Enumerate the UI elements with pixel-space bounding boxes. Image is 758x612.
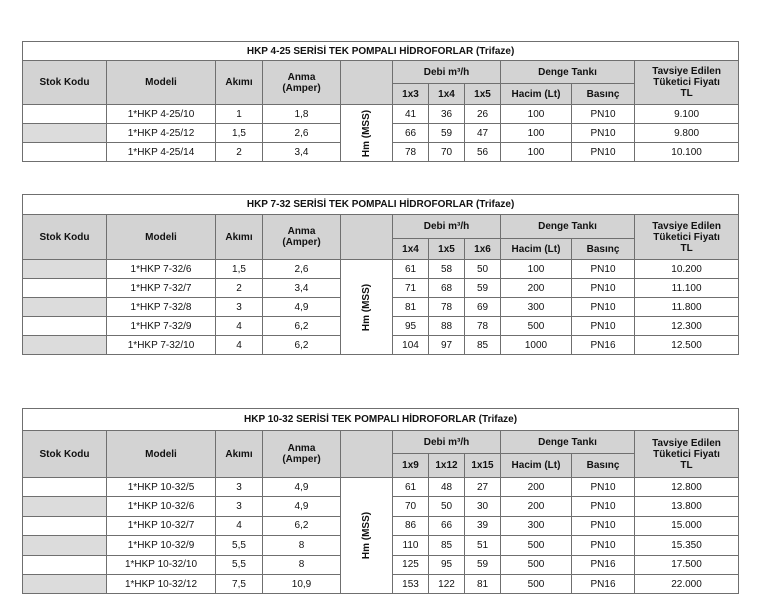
header-flow: Debi m³/h — [393, 61, 501, 84]
cell-flow-3: 47 — [465, 124, 501, 143]
cell-model: 1*HKP 10-32/7 — [107, 516, 216, 535]
header-price-line: Tüketici Fiyatı — [653, 231, 720, 243]
cell-model: 1*HKP 4-25/14 — [107, 143, 216, 162]
cell-flow-2: 88 — [429, 317, 465, 336]
cell-model: 1*HKP 7-32/8 — [107, 298, 216, 317]
cell-rated: 8 — [263, 536, 341, 555]
header-flow-col: 1x9 — [393, 454, 429, 478]
cell-flow-3: 85 — [465, 336, 501, 355]
header-price-line: TL — [680, 242, 693, 254]
cell-rated: 6,2 — [263, 516, 341, 535]
cell-model: 1*HKP 10-32/9 — [107, 536, 216, 555]
header-price-line: TL — [680, 459, 693, 471]
cell-current: 3 — [216, 298, 263, 317]
cell-flow-1: 61 — [393, 260, 429, 279]
cell-price: 15.000 — [635, 516, 739, 535]
cell-price: 12.500 — [635, 336, 739, 355]
cell-flow-1: 70 — [393, 497, 429, 516]
cell-stock-code — [23, 279, 107, 298]
header-pressure: Basınç — [572, 239, 635, 260]
cell-current: 7,5 — [216, 574, 263, 593]
cell-rated: 4,9 — [263, 298, 341, 317]
cell-model: 1*HKP 4-25/12 — [107, 124, 216, 143]
cell-flow-2: 97 — [429, 336, 465, 355]
cell-model: 1*HKP 4-25/10 — [107, 105, 216, 124]
cell-rated: 3,4 — [263, 143, 341, 162]
cell-model: 1*HKP 10-32/10 — [107, 555, 216, 574]
header-flow-col: 1x15 — [465, 454, 501, 478]
cell-rated: 2,6 — [263, 124, 341, 143]
cell-flow-2: 122 — [429, 574, 465, 593]
cell-model: 1*HKP 10-32/12 — [107, 574, 216, 593]
cell-current: 2 — [216, 143, 263, 162]
header-price-line: Tüketici Fiyatı — [653, 448, 720, 460]
cell-current: 4 — [216, 516, 263, 535]
cell-flow-1: 95 — [393, 317, 429, 336]
header-price-line: Tavsiye Edilen — [652, 437, 721, 449]
cell-flow-3: 59 — [465, 279, 501, 298]
cell-price: 11.800 — [635, 298, 739, 317]
header-flow-col: 1x4 — [393, 239, 429, 260]
cell-flow-1: 110 — [393, 536, 429, 555]
header-stock-code: Stok Kodu — [23, 61, 107, 105]
cell-rated: 8 — [263, 555, 341, 574]
cell-model: 1*HKP 10-32/6 — [107, 497, 216, 516]
cell-flow-2: 70 — [429, 143, 465, 162]
header-rated-current — [263, 215, 341, 260]
header-pressure: Basınç — [572, 454, 635, 478]
header-rated-current — [263, 431, 341, 478]
header-rated-current — [263, 61, 341, 105]
header-price — [635, 61, 739, 105]
header-stock-code: Stok Kodu — [23, 431, 107, 478]
cell-current: 1,5 — [216, 260, 263, 279]
cell-price: 10.200 — [635, 260, 739, 279]
header-rated-current-line: Anma — [287, 226, 316, 237]
cell-pressure: PN10 — [572, 124, 635, 143]
cell-stock-code — [23, 555, 107, 574]
header-tank: Denge Tankı — [501, 215, 635, 239]
price-table — [22, 194, 739, 355]
price-table — [22, 41, 739, 162]
header-rated-current-line: (Amper) — [282, 237, 321, 248]
cell-flow-1: 86 — [393, 516, 429, 535]
cell-rated: 10,9 — [263, 574, 341, 593]
cell-current: 5,5 — [216, 536, 263, 555]
cell-price: 12.300 — [635, 317, 739, 336]
cell-stock-code — [23, 143, 107, 162]
header-row — [23, 215, 739, 239]
table-title-row — [23, 42, 739, 61]
cell-model: 1*HKP 7-32/10 — [107, 336, 216, 355]
cell-flow-1: 125 — [393, 555, 429, 574]
cell-flow-3: 30 — [465, 497, 501, 516]
header-flow-col: 1x3 — [393, 84, 429, 105]
cell-flow-2: 36 — [429, 105, 465, 124]
cell-stock-code — [23, 336, 107, 355]
cell-flow-2: 78 — [429, 298, 465, 317]
cell-price: 17.500 — [635, 555, 739, 574]
cell-volume: 200 — [501, 497, 572, 516]
cell-volume: 200 — [501, 478, 572, 497]
cell-volume: 100 — [501, 143, 572, 162]
cell-price: 22.000 — [635, 574, 739, 593]
cell-stock-code — [23, 105, 107, 124]
cell-rated: 6,2 — [263, 317, 341, 336]
cell-flow-2: 68 — [429, 279, 465, 298]
cell-stock-code — [23, 574, 107, 593]
cell-flow-2: 85 — [429, 536, 465, 555]
cell-flow-1: 41 — [393, 105, 429, 124]
cell-stock-code — [23, 260, 107, 279]
header-pressure: Basınç — [572, 84, 635, 105]
cell-pressure: PN10 — [572, 105, 635, 124]
cell-current: 3 — [216, 478, 263, 497]
cell-stock-code — [23, 516, 107, 535]
header-current: Akımı — [216, 215, 263, 260]
header-blank — [341, 61, 393, 105]
header-model: Modeli — [107, 61, 216, 105]
cell-price: 12.800 — [635, 478, 739, 497]
header-tank: Denge Tankı — [501, 431, 635, 454]
header-volume: Hacim (Lt) — [501, 84, 572, 105]
header-stock-code: Stok Kodu — [23, 215, 107, 260]
header-flow-col: 1x5 — [429, 239, 465, 260]
cell-price: 13.800 — [635, 497, 739, 516]
hm-label-text: Hm (MSS) — [360, 283, 372, 331]
header-blank — [341, 431, 393, 478]
cell-flow-1: 104 — [393, 336, 429, 355]
hm-vertical-label — [341, 260, 393, 355]
cell-volume: 1000 — [501, 336, 572, 355]
cell-pressure: PN10 — [572, 298, 635, 317]
header-volume: Hacim (Lt) — [501, 454, 572, 478]
table-title: HKP 7-32 SERİSİ TEK POMPALI HİDROFORLAR (Trifaze) — [23, 195, 739, 215]
cell-volume: 500 — [501, 317, 572, 336]
cell-pressure: PN16 — [572, 555, 635, 574]
cell-stock-code — [23, 478, 107, 497]
cell-flow-2: 66 — [429, 516, 465, 535]
cell-flow-1: 153 — [393, 574, 429, 593]
cell-pressure: PN10 — [572, 317, 635, 336]
cell-flow-1: 78 — [393, 143, 429, 162]
cell-rated: 2,6 — [263, 260, 341, 279]
cell-stock-code — [23, 124, 107, 143]
header-flow: Debi m³/h — [393, 215, 501, 239]
header-rated-current-line: Anma — [287, 71, 316, 83]
header-flow-col: 1x5 — [465, 84, 501, 105]
header-flow-col: 1x4 — [429, 84, 465, 105]
cell-price: 10.100 — [635, 143, 739, 162]
cell-flow-2: 95 — [429, 555, 465, 574]
cell-model: 1*HKP 7-32/7 — [107, 279, 216, 298]
cell-current: 4 — [216, 336, 263, 355]
header-model: Modeli — [107, 215, 216, 260]
cell-flow-2: 59 — [429, 124, 465, 143]
cell-current: 5,5 — [216, 555, 263, 574]
cell-stock-code — [23, 497, 107, 516]
cell-flow-2: 48 — [429, 478, 465, 497]
cell-rated: 6,2 — [263, 336, 341, 355]
cell-stock-code — [23, 317, 107, 336]
cell-flow-2: 58 — [429, 260, 465, 279]
cell-pressure: PN16 — [572, 574, 635, 593]
cell-pressure: PN16 — [572, 336, 635, 355]
cell-price: 11.100 — [635, 279, 739, 298]
cell-flow-1: 71 — [393, 279, 429, 298]
cell-flow-2: 50 — [429, 497, 465, 516]
header-flow-col: 1x6 — [465, 239, 501, 260]
cell-current: 1,5 — [216, 124, 263, 143]
cell-current: 4 — [216, 317, 263, 336]
cell-price: 9.100 — [635, 105, 739, 124]
header-row — [23, 61, 739, 84]
cell-stock-code — [23, 536, 107, 555]
cell-pressure: PN10 — [572, 536, 635, 555]
cell-flow-3: 69 — [465, 298, 501, 317]
hm-vertical-label — [341, 105, 393, 162]
price-table — [22, 408, 739, 594]
cell-flow-1: 81 — [393, 298, 429, 317]
cell-volume: 200 — [501, 279, 572, 298]
cell-model: 1*HKP 10-32/5 — [107, 478, 216, 497]
cell-flow-1: 61 — [393, 478, 429, 497]
hm-label-text: Hm (MSS) — [360, 512, 372, 560]
cell-pressure: PN10 — [572, 143, 635, 162]
header-model: Modeli — [107, 431, 216, 478]
cell-flow-3: 78 — [465, 317, 501, 336]
header-current: Akımı — [216, 61, 263, 105]
cell-pressure: PN10 — [572, 497, 635, 516]
cell-flow-3: 56 — [465, 143, 501, 162]
cell-stock-code — [23, 298, 107, 317]
cell-volume: 500 — [501, 536, 572, 555]
table-title: HKP 10-32 SERİSİ TEK POMPALI HİDROFORLAR (Trifaze) — [23, 409, 739, 431]
cell-current: 3 — [216, 497, 263, 516]
header-blank — [341, 215, 393, 260]
header-current: Akımı — [216, 431, 263, 478]
cell-rated: 4,9 — [263, 478, 341, 497]
cell-pressure: PN10 — [572, 260, 635, 279]
cell-volume: 500 — [501, 555, 572, 574]
cell-flow-1: 66 — [393, 124, 429, 143]
header-price-line: Tavsiye Edilen — [652, 220, 721, 232]
cell-volume: 100 — [501, 124, 572, 143]
header-rated-current-line: Anma — [287, 443, 316, 454]
table-row — [23, 478, 739, 497]
cell-volume: 100 — [501, 105, 572, 124]
cell-flow-3: 50 — [465, 260, 501, 279]
header-volume: Hacim (Lt) — [501, 239, 572, 260]
cell-flow-3: 59 — [465, 555, 501, 574]
table-title-row — [23, 195, 739, 215]
cell-rated: 3,4 — [263, 279, 341, 298]
table-row — [23, 260, 739, 279]
cell-volume: 100 — [501, 260, 572, 279]
cell-current: 1 — [216, 105, 263, 124]
cell-pressure: PN10 — [572, 279, 635, 298]
cell-pressure: PN10 — [572, 478, 635, 497]
cell-price: 15.350 — [635, 536, 739, 555]
table-row — [23, 105, 739, 124]
hm-label-text: Hm (MSS) — [360, 109, 372, 157]
table-title-row — [23, 409, 739, 431]
header-rated-current-line: (Amper) — [282, 82, 321, 94]
cell-flow-3: 26 — [465, 105, 501, 124]
cell-pressure: PN10 — [572, 516, 635, 535]
cell-volume: 300 — [501, 516, 572, 535]
cell-volume: 500 — [501, 574, 572, 593]
header-price-line: TL — [680, 88, 693, 99]
header-price-line: Tavsiye Edilen — [652, 66, 721, 77]
cell-flow-3: 51 — [465, 536, 501, 555]
header-flow-col: 1x12 — [429, 454, 465, 478]
cell-flow-3: 39 — [465, 516, 501, 535]
header-tank: Denge Tankı — [501, 61, 635, 84]
header-flow: Debi m³/h — [393, 431, 501, 454]
cell-flow-3: 81 — [465, 574, 501, 593]
hm-vertical-label — [341, 478, 393, 594]
cell-model: 1*HKP 7-32/9 — [107, 317, 216, 336]
header-rated-current-line: (Amper) — [282, 454, 321, 465]
header-price — [635, 215, 739, 260]
cell-volume: 300 — [501, 298, 572, 317]
header-price-line: Tüketici Fiyatı — [653, 77, 720, 88]
header-price — [635, 431, 739, 478]
table-title: HKP 4-25 SERİSİ TEK POMPALI HİDROFORLAR (Trifaze) — [23, 42, 739, 61]
cell-model: 1*HKP 7-32/6 — [107, 260, 216, 279]
cell-rated: 4,9 — [263, 497, 341, 516]
cell-price: 9.800 — [635, 124, 739, 143]
cell-current: 2 — [216, 279, 263, 298]
cell-rated: 1,8 — [263, 105, 341, 124]
header-row — [23, 431, 739, 454]
cell-flow-3: 27 — [465, 478, 501, 497]
